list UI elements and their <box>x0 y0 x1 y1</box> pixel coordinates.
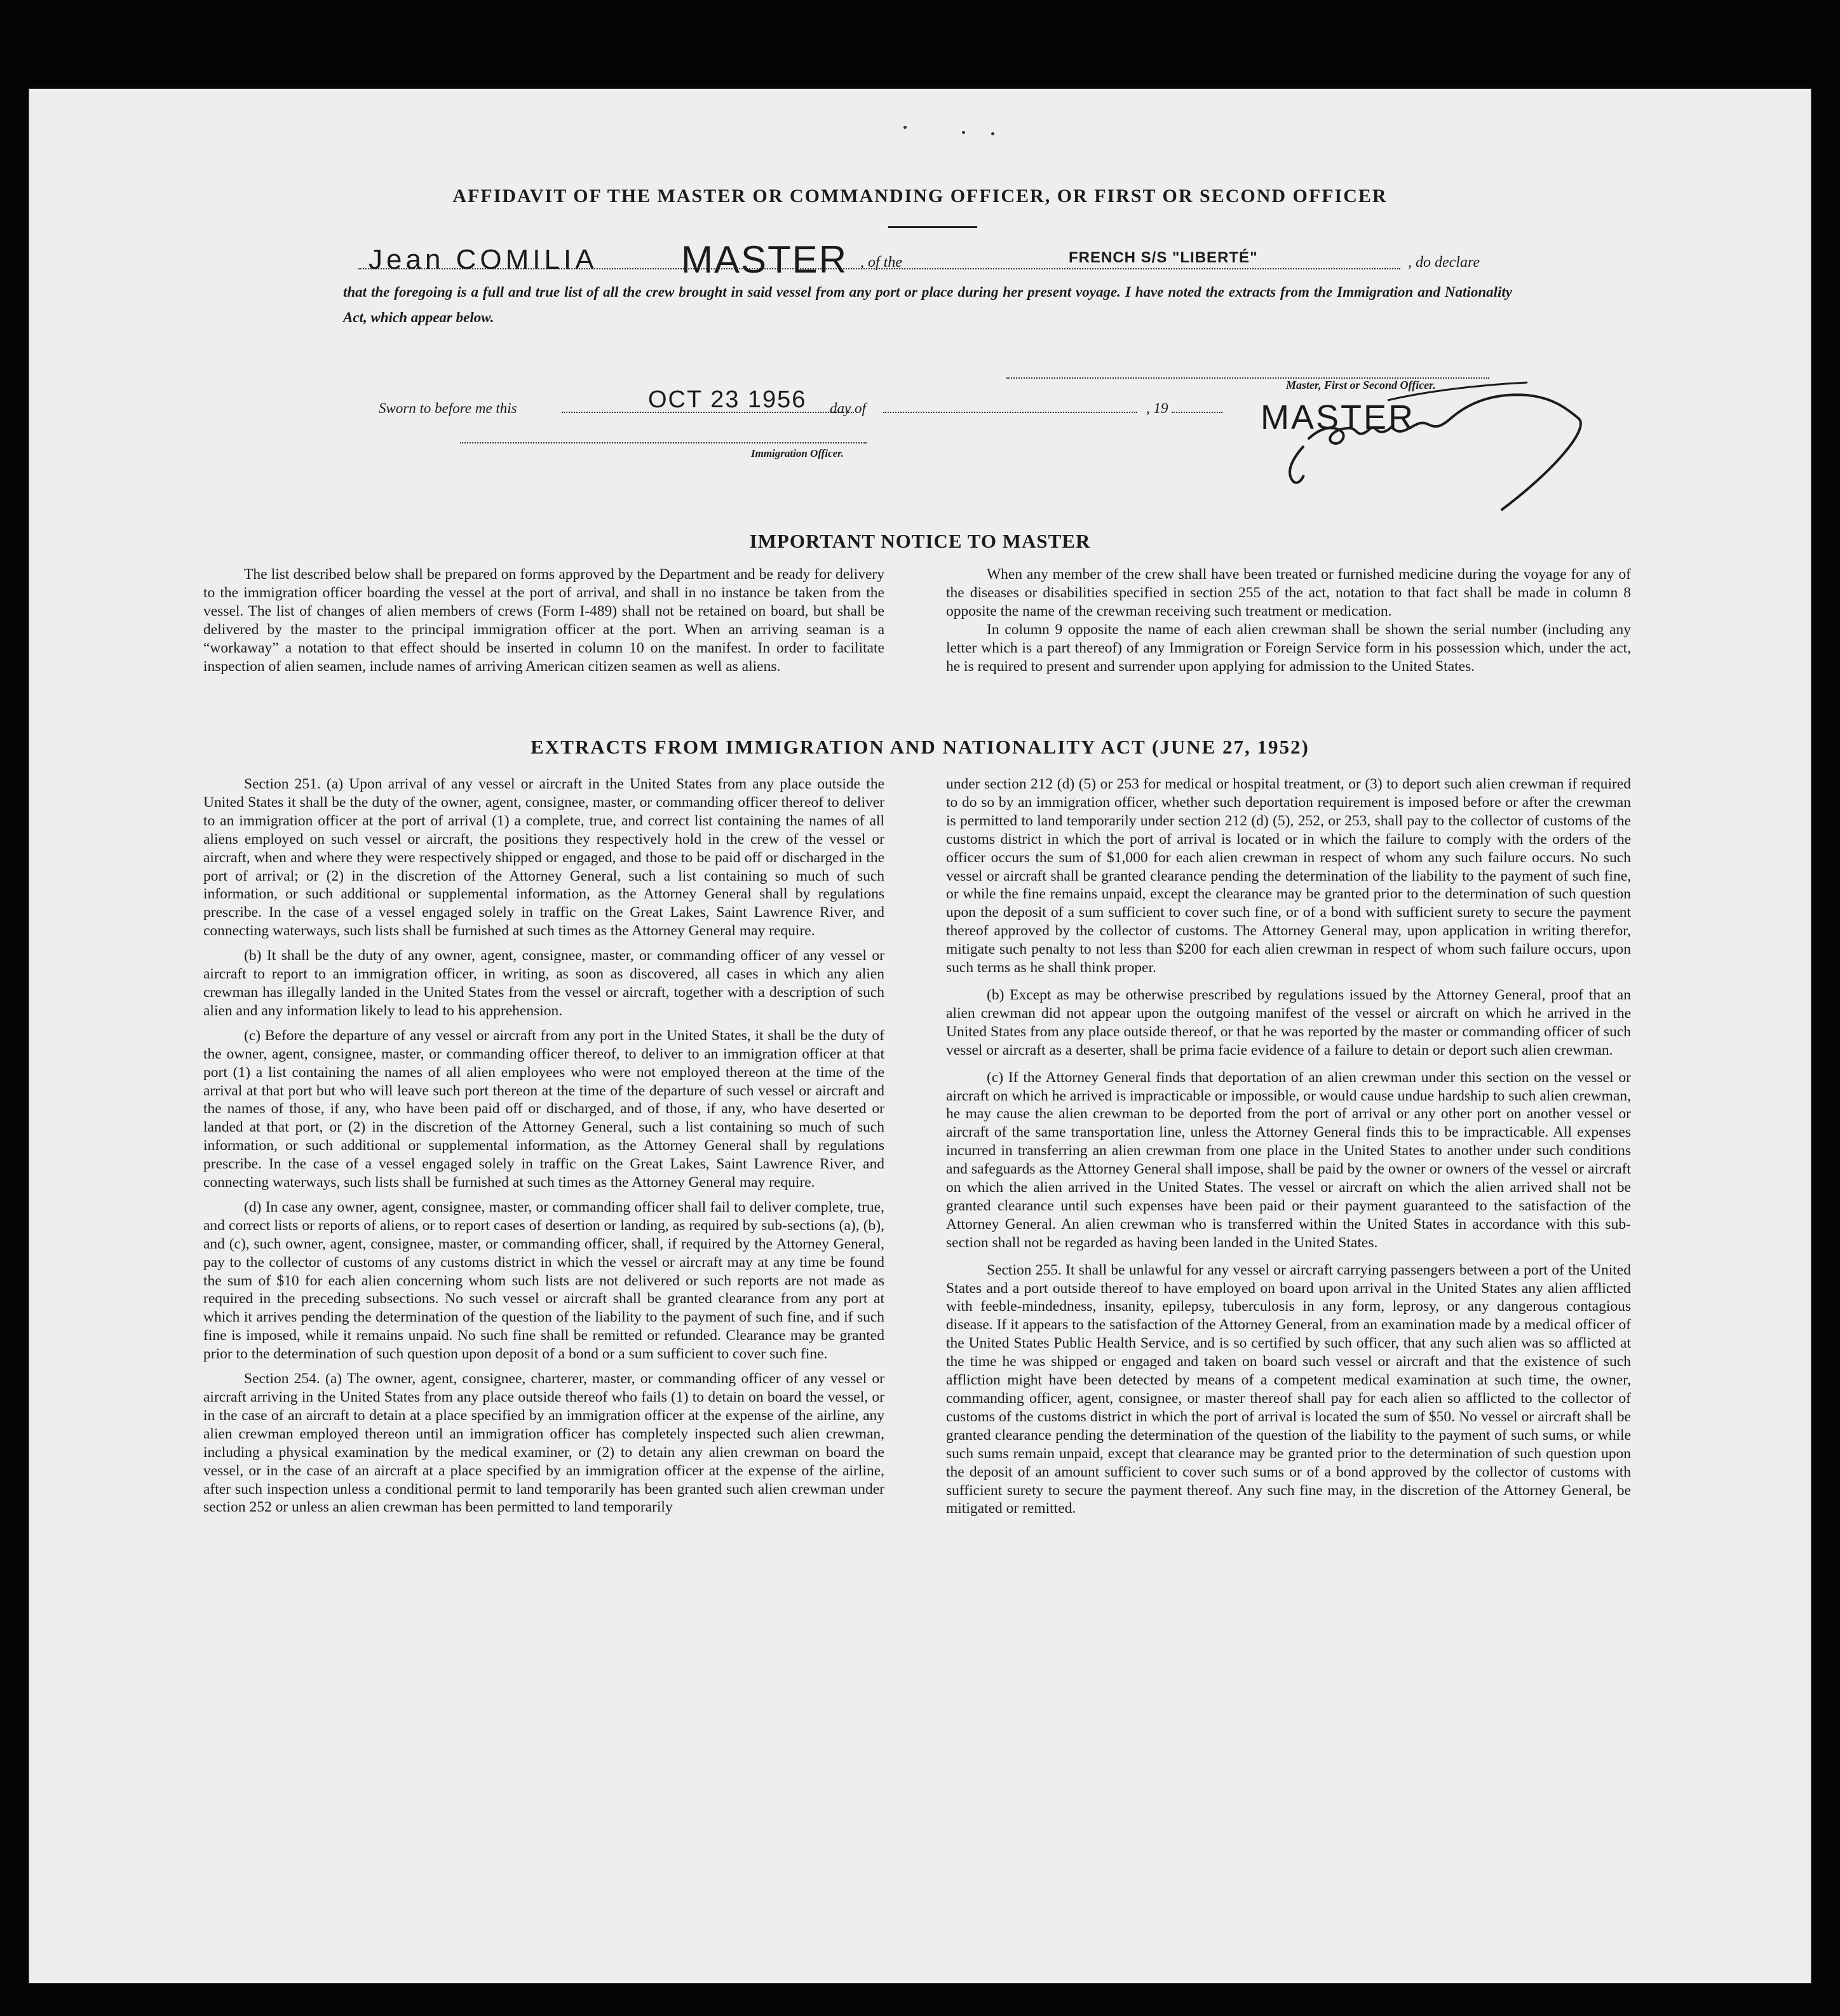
notice-left-column <box>203 565 884 675</box>
extracts-title: EXTRACTS FROM IMMIGRATION AND NATIONALITY ACT (JUNE 27, 1952) <box>531 736 1309 758</box>
act-paragraph: Section 251. (a) Upon arrival of any vessel or aircraft in the United States from any place outside the United States it shall be the duty of the owner, agent, consignee, master, or commanding officer thereof to deliver to an immigration officer at the port of arrival (1) a complete, true, and correct list containing the names of all aliens employed on such vessel or aircraft, the positions they respectively hold in the crew of the vessel or aircraft, when and where they were respectively shipped or engaged, and those to be paid off or discharged in the port of arrival; or (2) in the discretion of the Attorney General, such a list containing so much of such information, or such additional or supplemental information, as the Attorney General shall by regulations prescribe. In the case of a vessel engaged solely in traffic on the Great Lakes, Saint Lawrence River, and connecting waterways, such lists shall be furnished at such times as the Attorney General may require. <box>203 776 884 940</box>
notice-title: IMPORTANT NOTICE TO MASTER <box>749 530 1091 552</box>
sworn-label: Sworn to before me this <box>379 400 517 416</box>
act-paragraph: under section 212 (d) (5) or 253 for medical or hospital treatment, or (3) to deport such alien crewman if required to do so by an immigration officer, whether such deportation requirement is imposed before or after the crewman is permitted to land temporarily under section 212 (d) (5), 252, or 253, shall pay to the collector of customs of the customs district in which the port of arrival is located or in which the failure to comply with the orders of the officer occurs the sum of $1,000 for each alien crewman in respect of whom any such failure occurs. No such vessel or aircraft shall be granted clearance pending the determination of the liability to the payment of such fine, or while the fine remains unpaid, except the clearance may be granted prior to the determination of such question upon the deposit of a sum sufficient to cover such fine, or of a bond with sufficient surety to secure the payment thereof approved by the collector of customs. The Attorney General may, upon application in writing therefor, mitigate such penalty to not less than $200 for each alien crewman in respect of whom such failure occurs, upon such terms as he shall think proper. <box>946 776 1631 977</box>
immigration-officer-line <box>460 442 867 443</box>
master-name: Jean COMILIA <box>369 244 598 275</box>
dust-speck <box>991 132 994 135</box>
title-divider <box>888 226 977 228</box>
vessel-name: FRENCH S/S "LIBERTÉ" <box>1069 249 1258 266</box>
act-paragraph: Section 254. (a) The owner, agent, consignee, charterer, master, or commanding officer of any vessel or aircraft arriving in the United States from any place outside thereof who fails (1) to detain on board the vessel, or in the case of an aircraft to detain at a place specified by an immigration officer at the expense of the airline, any alien crewman employed thereon until an immigration officer has completely inspected such alien crewman, including a physical examination by the medical examiner, or (2) to detain any alien crewman on board the vessel, or in the case of an aircraft at a place specified by an immigration officer at the expense of the airline, after such inspection unless a conditional permit to land temporarily has been granted such alien crewman under section 252 or unless an alien crewman has been permitted to land temporarily <box>203 1370 884 1516</box>
act-paragraph: (d) In case any owner, agent, consignee, master, or commanding officer shall fail to deliver complete, true, and correct lists or reports of aliens, or to report cases of desertion or landing, as required by sub-sections (a), (b), and (c), such owner, agent, consignee, master, or commanding officer, shall, if required by the Attorney General, pay to the collector of customs of any customs district in which the vessel or aircraft may at any time be found the sum of $10 for each alien concerning whom such lists are not delivered or such reports are not made as required in the preceding subsections. No such vessel or aircraft shall be granted clearance from any port at which it arrives pending the determination of the question of the liability to the payment of such fine, and if such fine is imposed, while it remains unpaid. No such fine shall be remitted or refunded. Clearance may be granted prior to the determination of such question upon deposit of a bond or a sum sufficient to cover such fine. <box>203 1198 884 1363</box>
notice-paragraph: In column 9 opposite the name of each alien crewman shall be shown the serial number (including any letter which is a part thereof) of any Immigration or Foreign Service form in his possession which, under the act, he is required to present and surrender upon applying for admission to the United States. <box>946 621 1631 675</box>
officer-signature-label: Master, First or Second Officer. <box>1286 379 1436 391</box>
sworn-date-stamp: OCT 23 1956 <box>648 386 807 413</box>
act-right-column <box>946 775 1631 1527</box>
dust-speck <box>962 131 965 134</box>
day-of-label: day of <box>830 400 866 416</box>
act-paragraph: Section 255. It shall be unlawful for any vessel or aircraft carrying passengers between a port of the United States and a port outside thereof to have employed on board upon arrival in the United States any alien afflicted with feeble-mindedness, insanity, epilepsy, tuberculosis in any form, leprosy, or any dangerous contagious disease. If it appears to the satisfaction of the Attorney General, from an examination made by a medical officer of the United States Public Health Service, and is so certified by such officer, that any such alien was so afflicted at the time he was shipped or engaged and taken on board such vessel or aircraft and that the existence of such affliction might have been detected by means of a competent medical examination at such time, the owner, commanding officer, agent, consignee, or master thereof shall pay for each alien so afflicted to the collector of customs of the customs district in which the port of arrival is located the sum of $50. No vessel or aircraft shall be granted clearance pending the determination of the question of the liability to the payment of such sums, or while such sums remain unpaid, except that clearance may be granted prior to the determination of such question upon the deposit of an amount sufficient to cover such sums or of a bond approved by the collector of customs with sufficient surety to secure the payment thereof. Any such fine may, in the discretion of the Attorney General, be mitigated or remitted. <box>946 1261 1631 1517</box>
do-declare-label: , do declare <box>1408 254 1480 271</box>
act-left-column <box>203 775 884 1523</box>
year-dotted-line <box>1172 412 1222 413</box>
declaration-text: that the foregoing is a full and true list of all the crew brought in said vessel from any port or place during her present voyage. I have noted the extracts from the Immigration and Nationality Act, which appear below. <box>343 284 1512 325</box>
document-page <box>28 88 1812 1984</box>
immigration-officer-label: Immigration Officer. <box>751 447 844 459</box>
notice-paragraph: When any member of the crew shall have been treated or furnished medicine during the voyage for any of the diseases or disabilities specified in section 255 of the act, notation to that fact shall be made in column 8 opposite the name of the crewman receiving such treatment or medication. <box>946 566 1631 619</box>
act-paragraph: (b) It shall be the duty of any owner, agent, consignee, master, or commanding officer of any vessel or aircraft to report to an immigration officer, in writing, as soon as discovered, all cases in which any alien crewman has illegally landed in the United States from the vessel or aircraft, together with a description of such alien and any information likely to lead to his apprehension. <box>203 947 884 1019</box>
year-label: , 19 <box>1146 400 1168 416</box>
notice-right-column <box>946 565 1631 675</box>
dust-speck <box>903 126 907 129</box>
act-paragraph: (b) Except as may be otherwise prescribed by regulations issued by the Attorney General, proof that an alien crewman did not appear upon the outgoing manifest of the vessel or aircraft on which he arrived in the United States from any place outside thereof, or that he was reported by the master or commanding officer of such vessel or aircraft as a deserter, shall be prima facie evidence of a failure to detain or deport such alien crewman. <box>946 986 1631 1059</box>
act-paragraph: (c) If the Attorney General finds that deportation of an alien crewman under this section on the vessel or aircraft on which he arrived is impracticable or impossible, or would cause undue hardship to such alien crewman, he may cause the alien crewman to be deported from the port of arrival or any other port on another vessel or aircraft of the same transportation line, unless the Attorney General finds this to be impracticable. All expenses incurred in transferring an alien crewman from one place in the United States to another under such conditions and safeguards as the Attorney General shall impose, shall be paid by the owner or owners of the vessel or aircraft on which the alien arrived in the United States. The vessel or aircraft on which the alien arrived shall not be granted clearance until such expenses have been paid or their payment guaranteed to the satisfaction of the Attorney General. An alien crewman who is transferred within the United States in accordance with this sub-section shall not be regarded as having been landed in the United States. <box>946 1069 1631 1251</box>
of-the-label: , of the <box>860 254 902 271</box>
act-paragraph: (c) Before the departure of any vessel or aircraft from any port in the United States, it shall be the duty of the owner, agent, consignee, master, or commanding officer thereof, to deliver to an immigration officer at that port (1) a list containing the names of all alien employees who were not employed thereon at the time of the arrival at that port but who will leave such port thereon at the time of the departure of such vessel or aircraft and the names of those, if any, who have been paid off or discharged, and of those, if any, who have deserted or landed at that port, or (2) in the discretion of the Attorney General, such a list containing so much of such information, or such additional or supplemental information, as the Attorney General shall by regulations prescribe. In the case of a vessel engaged solely in traffic on the Great Lakes, Saint Lawrence River, and connecting waterways, such lists shall be furnished at such times as the Attorney General may require. <box>203 1027 884 1191</box>
form-title: AFFIDAVIT OF THE MASTER OR COMMANDING OFFICER, OR FIRST OR SECOND OFFICER <box>452 186 1388 206</box>
master-rank: MASTER <box>681 238 848 281</box>
notice-paragraph: The list described below shall be prepared on forms approved by the Department and be ready for delivery to the immigration officer boarding the vessel at the port of arrival, and shall in no instance be taken from the vessel. The list of changes of alien members of crews (Form I-489) shall not be retained on board, but shall be delivered by the master to the principal immigration officer at the port. When an arriving seaman is a “workaway” a notation to that effect should be inserted in column 10 on the manifest. In order to facilitate inspection of alien seamen, include names of arriving American citizen seamen as well as aliens. <box>203 566 884 675</box>
month-dotted-line <box>883 412 1137 413</box>
rank-stamp: MASTER <box>1261 398 1416 436</box>
